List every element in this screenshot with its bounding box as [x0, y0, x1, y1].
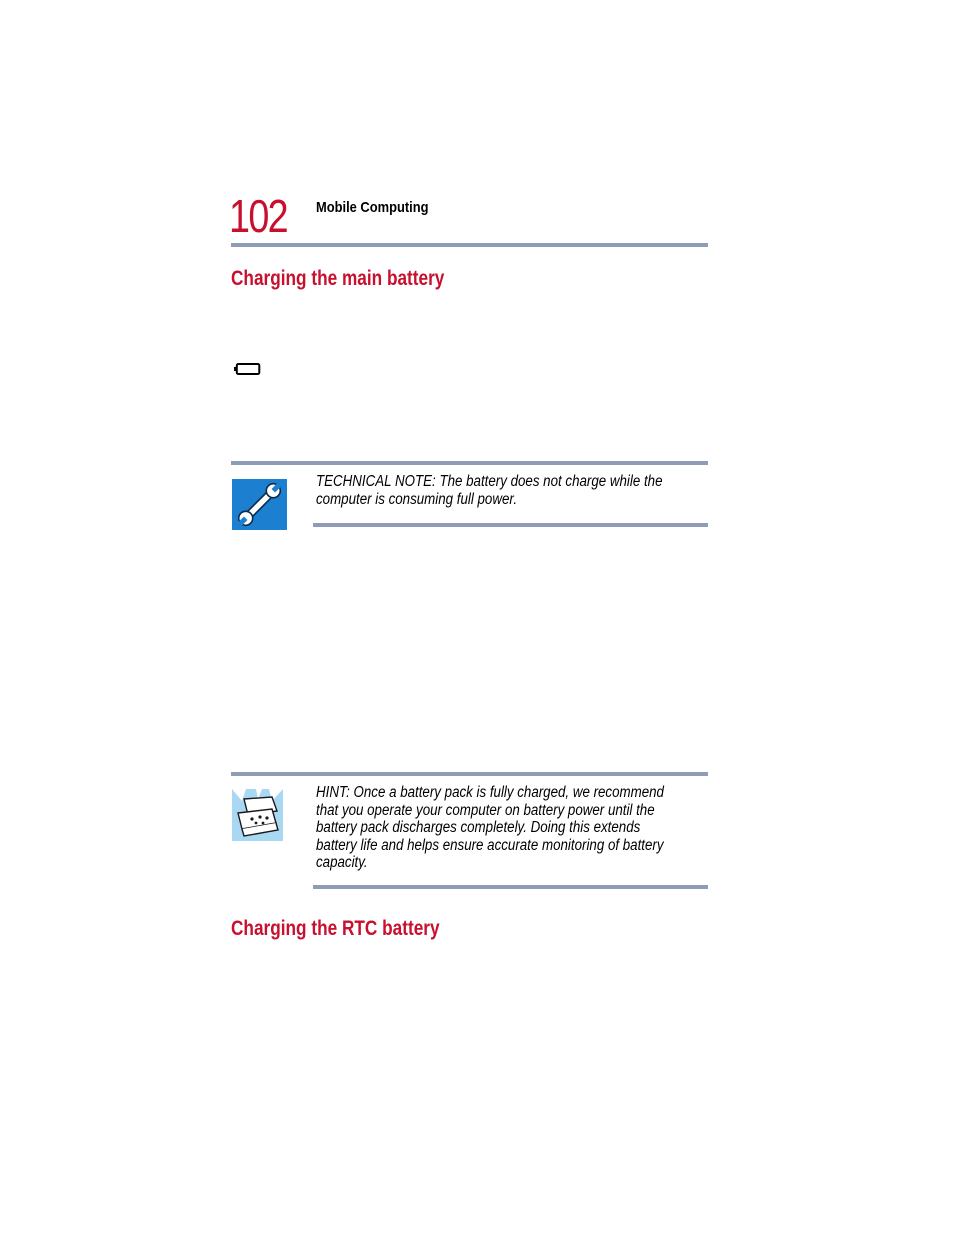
technical-note-bottom-rule [313, 523, 708, 527]
hint-line: capacity. [316, 854, 368, 871]
hint-bottom-rule [313, 885, 708, 889]
hint-line: battery pack discharges completely. Doing this extends [316, 819, 641, 836]
technical-note-top-rule [231, 461, 708, 465]
hint-top-rule [231, 772, 708, 776]
chapter-title: Mobile Computing [316, 199, 429, 216]
treasure-chest-icon [232, 789, 283, 841]
hint-line: HINT: Once a battery pack is fully charged, we recommend [316, 784, 664, 801]
section-heading-main-battery: Charging the main battery [231, 267, 445, 290]
section-heading-rtc-battery: Charging the RTC battery [231, 917, 440, 940]
hint-line: battery life and helps ensure accurate monitoring of battery [316, 836, 664, 854]
hint-line: that you operate your computer on battery power until the [316, 801, 655, 819]
wrench-icon [232, 479, 287, 530]
technical-note-line: TECHNICAL NOTE: The battery does not charge while the [316, 473, 663, 490]
header-rule [231, 243, 708, 247]
battery-icon [234, 362, 262, 374]
technical-note-line: computer is consuming full power. [316, 490, 518, 508]
hint-text [316, 784, 664, 872]
technical-note-text [316, 473, 662, 508]
page-number: 102 [229, 190, 288, 242]
